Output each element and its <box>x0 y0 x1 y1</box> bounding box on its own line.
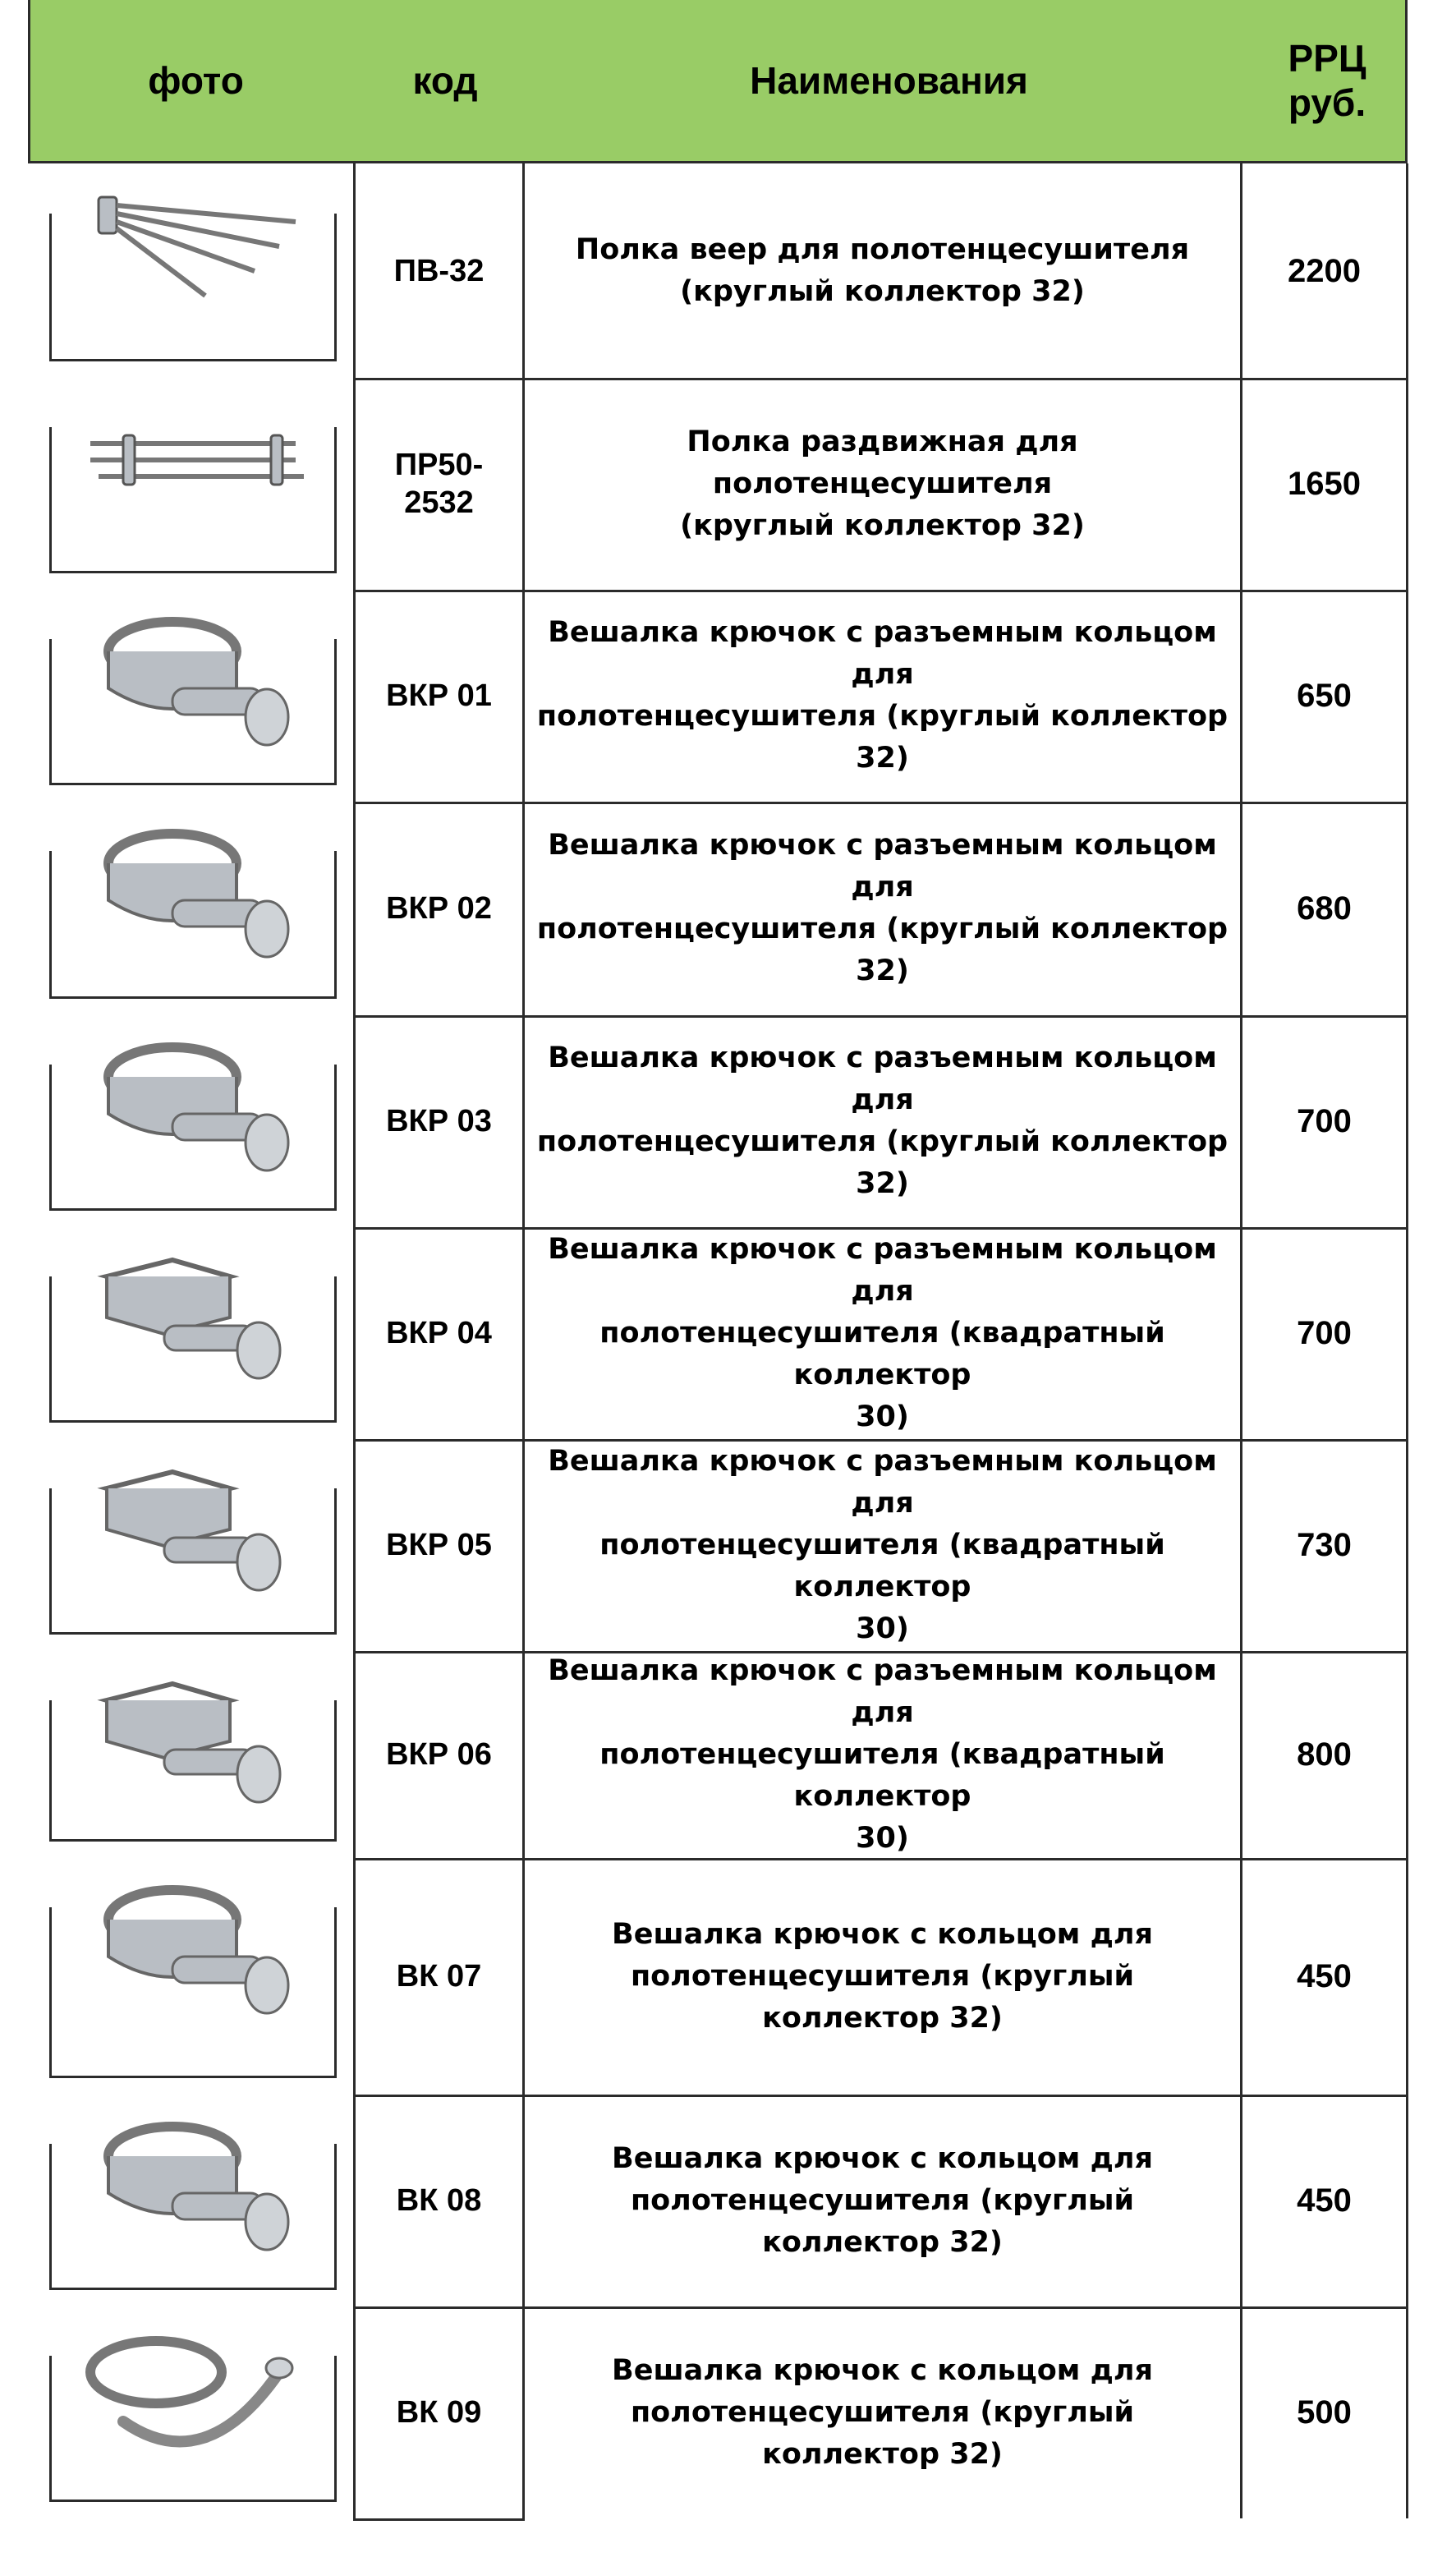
product-code: ВК 08 <box>396 2183 482 2218</box>
photo-frame-bottom <box>49 783 337 785</box>
product-name: Полка раздвижная для полотенцесушителя (круглый коллектор 32) <box>680 425 1085 542</box>
product-code: ПВ-32 <box>393 254 485 288</box>
photo-frame-bottom <box>49 571 337 573</box>
photo-frame-bottom <box>49 2076 337 2078</box>
product-photo <box>49 818 337 999</box>
photo-frame-left <box>49 214 52 361</box>
photo-frame-left <box>49 1488 52 1635</box>
photo-frame-left <box>49 2356 52 2502</box>
photo-frame-left <box>49 851 52 999</box>
product-price: 1650 <box>1288 465 1361 502</box>
product-photo <box>49 1667 337 1842</box>
split-ring-hook-icon <box>74 1032 312 1196</box>
column-divider <box>1406 163 1408 2518</box>
product-name: Вешалка крючок с разъемным кольцом для полотенцесушителя (квадратный коллектор 30) <box>548 1653 1217 1855</box>
photo-frame-bottom <box>49 359 337 361</box>
photo-frame-right <box>334 2356 337 2502</box>
product-name: Вешалка крючок с разъемным кольцом для полотенцесушителя (квадратный коллектор 30) <box>548 1444 1217 1645</box>
product-code: ВКР 01 <box>386 678 492 713</box>
sliding-shelf-icon <box>74 394 312 559</box>
product-name: Вешалка крючок с разъемным кольцом для полотенцесушителя (круглый коллектор 32) <box>536 829 1229 987</box>
row-divider <box>353 2518 525 2521</box>
square-ring-hook-icon <box>74 1244 312 1408</box>
photo-frame-right <box>334 1276 337 1423</box>
photo-frame-left <box>49 2144 52 2290</box>
photo-frame-bottom <box>49 1632 337 1635</box>
product-price: 700 <box>1297 1314 1352 1351</box>
photo-frame-left <box>49 1065 52 1211</box>
photo-frame-left <box>49 639 52 785</box>
curved-ring-hook-icon <box>74 2323 312 2487</box>
ring-hook-icon <box>74 2111 312 2275</box>
product-price: 700 <box>1297 1102 1352 1139</box>
product-photo <box>49 2111 337 2290</box>
split-ring-hook-icon <box>74 818 312 982</box>
product-photo <box>49 1032 337 1211</box>
product-price: 730 <box>1297 1526 1352 1563</box>
ring-hook-icon <box>74 1874 312 2039</box>
product-photo <box>49 2323 337 2502</box>
product-name: Вешалка крючок с разъемным кольцом для полотенцесушителя (круглый коллектор 32) <box>536 616 1229 775</box>
product-name: Вешалка крючок с кольцом для полотенцесушителя (круглый коллектор 32) <box>612 2141 1153 2259</box>
photo-frame-left <box>49 1907 52 2078</box>
square-ring-hook-icon <box>74 1667 312 1832</box>
photo-frame-right <box>334 639 337 785</box>
product-name: Вешалка крючок с кольцом для полотенцесушителя (круглый коллектор 32) <box>612 1917 1153 2035</box>
photo-frame-right <box>334 1488 337 1635</box>
photo-frame-right <box>334 1700 337 1842</box>
product-photo <box>49 1456 337 1635</box>
product-code: ВКР 06 <box>386 1737 492 1772</box>
product-code: ВКР 05 <box>386 1528 492 1562</box>
product-code: ВК 09 <box>396 2395 482 2430</box>
table-header <box>28 0 1408 163</box>
photo-frame-left <box>49 1276 52 1423</box>
photo-frame-right <box>334 427 337 573</box>
split-ring-hook-icon <box>74 606 312 770</box>
product-code: ВК 07 <box>396 1959 482 1994</box>
product-price: 450 <box>1297 2182 1352 2219</box>
product-name: Полка веер для полотенцесушителя (круглый коллектор 32) <box>575 233 1190 308</box>
header-price: РРЦ руб. <box>1288 37 1366 124</box>
product-name: Вешалка крючок с кольцом для полотенцесушителя (круглый коллектор 32) <box>612 2353 1153 2471</box>
product-code: ВКР 03 <box>386 1104 492 1138</box>
product-price: 800 <box>1297 1736 1352 1773</box>
photo-frame-bottom <box>49 2288 337 2290</box>
product-photo <box>49 181 337 361</box>
photo-frame-right <box>334 1907 337 2078</box>
header-code: код <box>412 59 478 102</box>
photo-frame-left <box>49 427 52 573</box>
product-code: ВКР 02 <box>386 891 492 926</box>
photo-frame-right <box>334 214 337 361</box>
product-code: ВКР 04 <box>386 1316 492 1350</box>
product-code: ПР50- 2532 <box>394 448 484 520</box>
product-price: 680 <box>1297 890 1352 927</box>
product-price: 450 <box>1297 1957 1352 1994</box>
photo-frame-bottom <box>49 1839 337 1842</box>
product-photo <box>49 394 337 573</box>
photo-frame-right <box>334 2144 337 2290</box>
product-photo <box>49 1874 337 2078</box>
product-photo <box>49 606 337 785</box>
product-name: Вешалка крючок с разъемным кольцом для полотенцесушителя (круглый коллектор 32) <box>536 1042 1229 1200</box>
product-price: 500 <box>1297 2394 1352 2431</box>
photo-frame-bottom <box>49 1208 337 1211</box>
product-photo <box>49 1244 337 1423</box>
photo-frame-left <box>49 1700 52 1842</box>
square-ring-hook-icon <box>74 1456 312 1620</box>
photo-frame-bottom <box>49 996 337 999</box>
fan-shelf-icon <box>74 181 312 345</box>
photo-frame-right <box>334 851 337 999</box>
photo-frame-bottom <box>49 1420 337 1423</box>
photo-frame-bottom <box>49 2500 337 2502</box>
header-name: Наименования <box>750 59 1028 102</box>
photo-frame-right <box>334 1065 337 1211</box>
product-price: 2200 <box>1288 252 1361 289</box>
header-photo: фото <box>148 59 244 102</box>
product-name: Вешалка крючок с разъемным кольцом для полотенцесушителя (квадратный коллектор 30) <box>548 1232 1217 1433</box>
product-price: 650 <box>1297 677 1352 714</box>
